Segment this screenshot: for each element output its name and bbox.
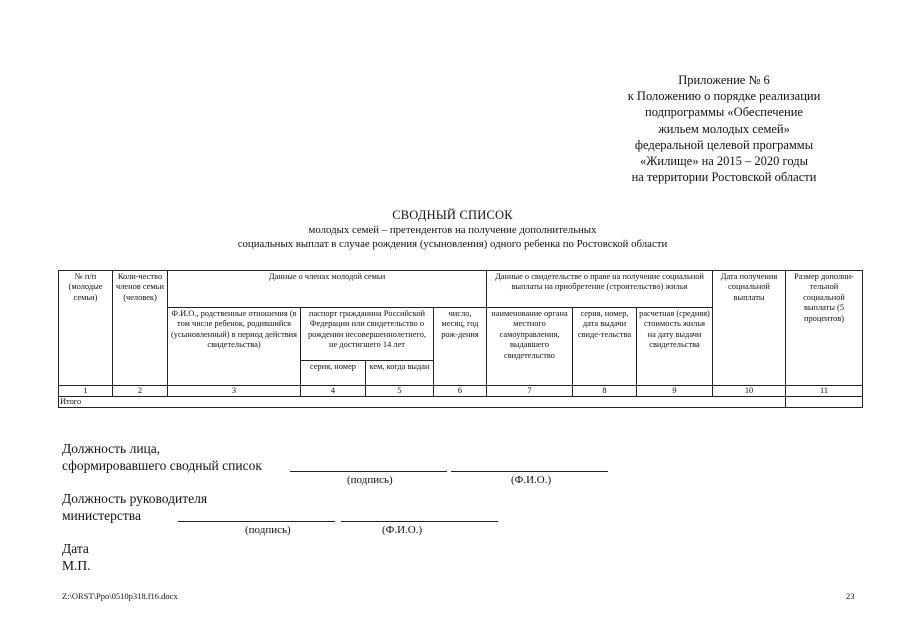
signature-caption: (подпись) [245, 524, 291, 536]
file-path: Z:\ORST\Ppo\0510p318.f16.docx [62, 591, 178, 601]
header-cell-housing-cost: расчетная (средняя) стоимость жилья на дату выдачи свидетельства [637, 308, 713, 386]
header-cell-series-number: серия, номер [301, 361, 366, 386]
header-cell-extra-payment: Размер дополни-тельной социальной выплаты (5 процентов) [786, 271, 863, 386]
table-total-row [59, 397, 863, 408]
signature-caption: (подпись) [347, 474, 393, 486]
annex-line: жильем молодых семей» [658, 121, 790, 136]
column-number: 3 [168, 386, 301, 397]
header-cell-authority: наименование органа местного самоуправления, выдавшего свидетельство [487, 308, 573, 386]
column-number: 7 [487, 386, 573, 397]
header-cell-certificate-data: Данные о свидетельстве о праве на получение социальной выплаты на приобретение (строительство) жилья [487, 271, 713, 308]
head-position-label-2: министерства [62, 508, 141, 523]
column-number: 11 [786, 386, 863, 397]
document-title: СВОДНЫЙ СПИСОК [392, 208, 513, 222]
column-number: 1 [59, 386, 113, 397]
header-cell-member-data: Данные о членах молодой семьи [168, 271, 487, 308]
annex-line: на территории Ростовской области [631, 170, 817, 185]
annex-line: федеральной целевой программы [634, 137, 814, 152]
total-value-cell [786, 397, 863, 408]
fio-line [341, 521, 498, 522]
document-subtitle-2: социальных выплат в случае рождения (усыновления) одного ребенка по Ростовской области [237, 238, 668, 250]
fio-caption: (Ф.И.О.) [382, 524, 423, 536]
column-number: 2 [113, 386, 168, 397]
header-cell-issued-by: кем, когда выдан [366, 361, 434, 386]
header-cell-members-count: Коли-чество членов семьи (человек) [113, 271, 168, 386]
column-number: 5 [366, 386, 434, 397]
signature-line [290, 471, 447, 472]
date-label: Дата [62, 541, 89, 556]
column-number: 10 [713, 386, 786, 397]
signature-line [178, 521, 335, 522]
table-header-row [59, 271, 863, 308]
column-number: 6 [434, 386, 487, 397]
header-cell-passport: паспорт гражданина Российской Федерации или свидетельство о рождении несовершеннолетнего, не достигшего 14 лет [301, 308, 434, 361]
head-position-label-1: Должность руководителя [62, 491, 208, 506]
annex-header [560, 72, 888, 185]
annex-line: к Положению о порядке реализации [627, 89, 821, 104]
header-cell-birth-date: число, месяц, год рож-дения [434, 308, 487, 386]
header-cell-fio: Ф.И.О., родственные отношения (в том числе ребенок, родившийся (усыновленный) в период действия свидетельства) [168, 308, 301, 386]
stamp-label: М.П. [62, 558, 91, 573]
page-number: 23 [846, 591, 855, 601]
document-subtitle-1: молодых семей – претендентов на получение дополнительных [308, 224, 597, 236]
position-label-1: Должность лица, [62, 441, 161, 456]
header-cell-number: № п/п (молодые семьи) [59, 271, 113, 386]
annex-line: «Жилище» на 2015 – 2020 годы [639, 154, 809, 169]
annex-line: Приложение № 6 [678, 73, 770, 87]
annex-line: подпрограммы «Обеспечение [645, 105, 803, 120]
position-label-2: сформировавшего сводный список [62, 458, 262, 473]
column-number: 4 [301, 386, 366, 397]
table-number-row [59, 386, 863, 397]
header-cell-payment-date: Дата получения социальной выплаты [713, 271, 786, 386]
total-label: Итого [59, 397, 786, 408]
fio-caption: (Ф.И.О.) [511, 474, 552, 486]
header-cell-cert-series: серия, номер, дата выдачи свиде-тельства [573, 308, 637, 386]
summary-table [58, 270, 863, 408]
column-number: 9 [637, 386, 713, 397]
fio-line [451, 471, 608, 472]
column-number: 8 [573, 386, 637, 397]
